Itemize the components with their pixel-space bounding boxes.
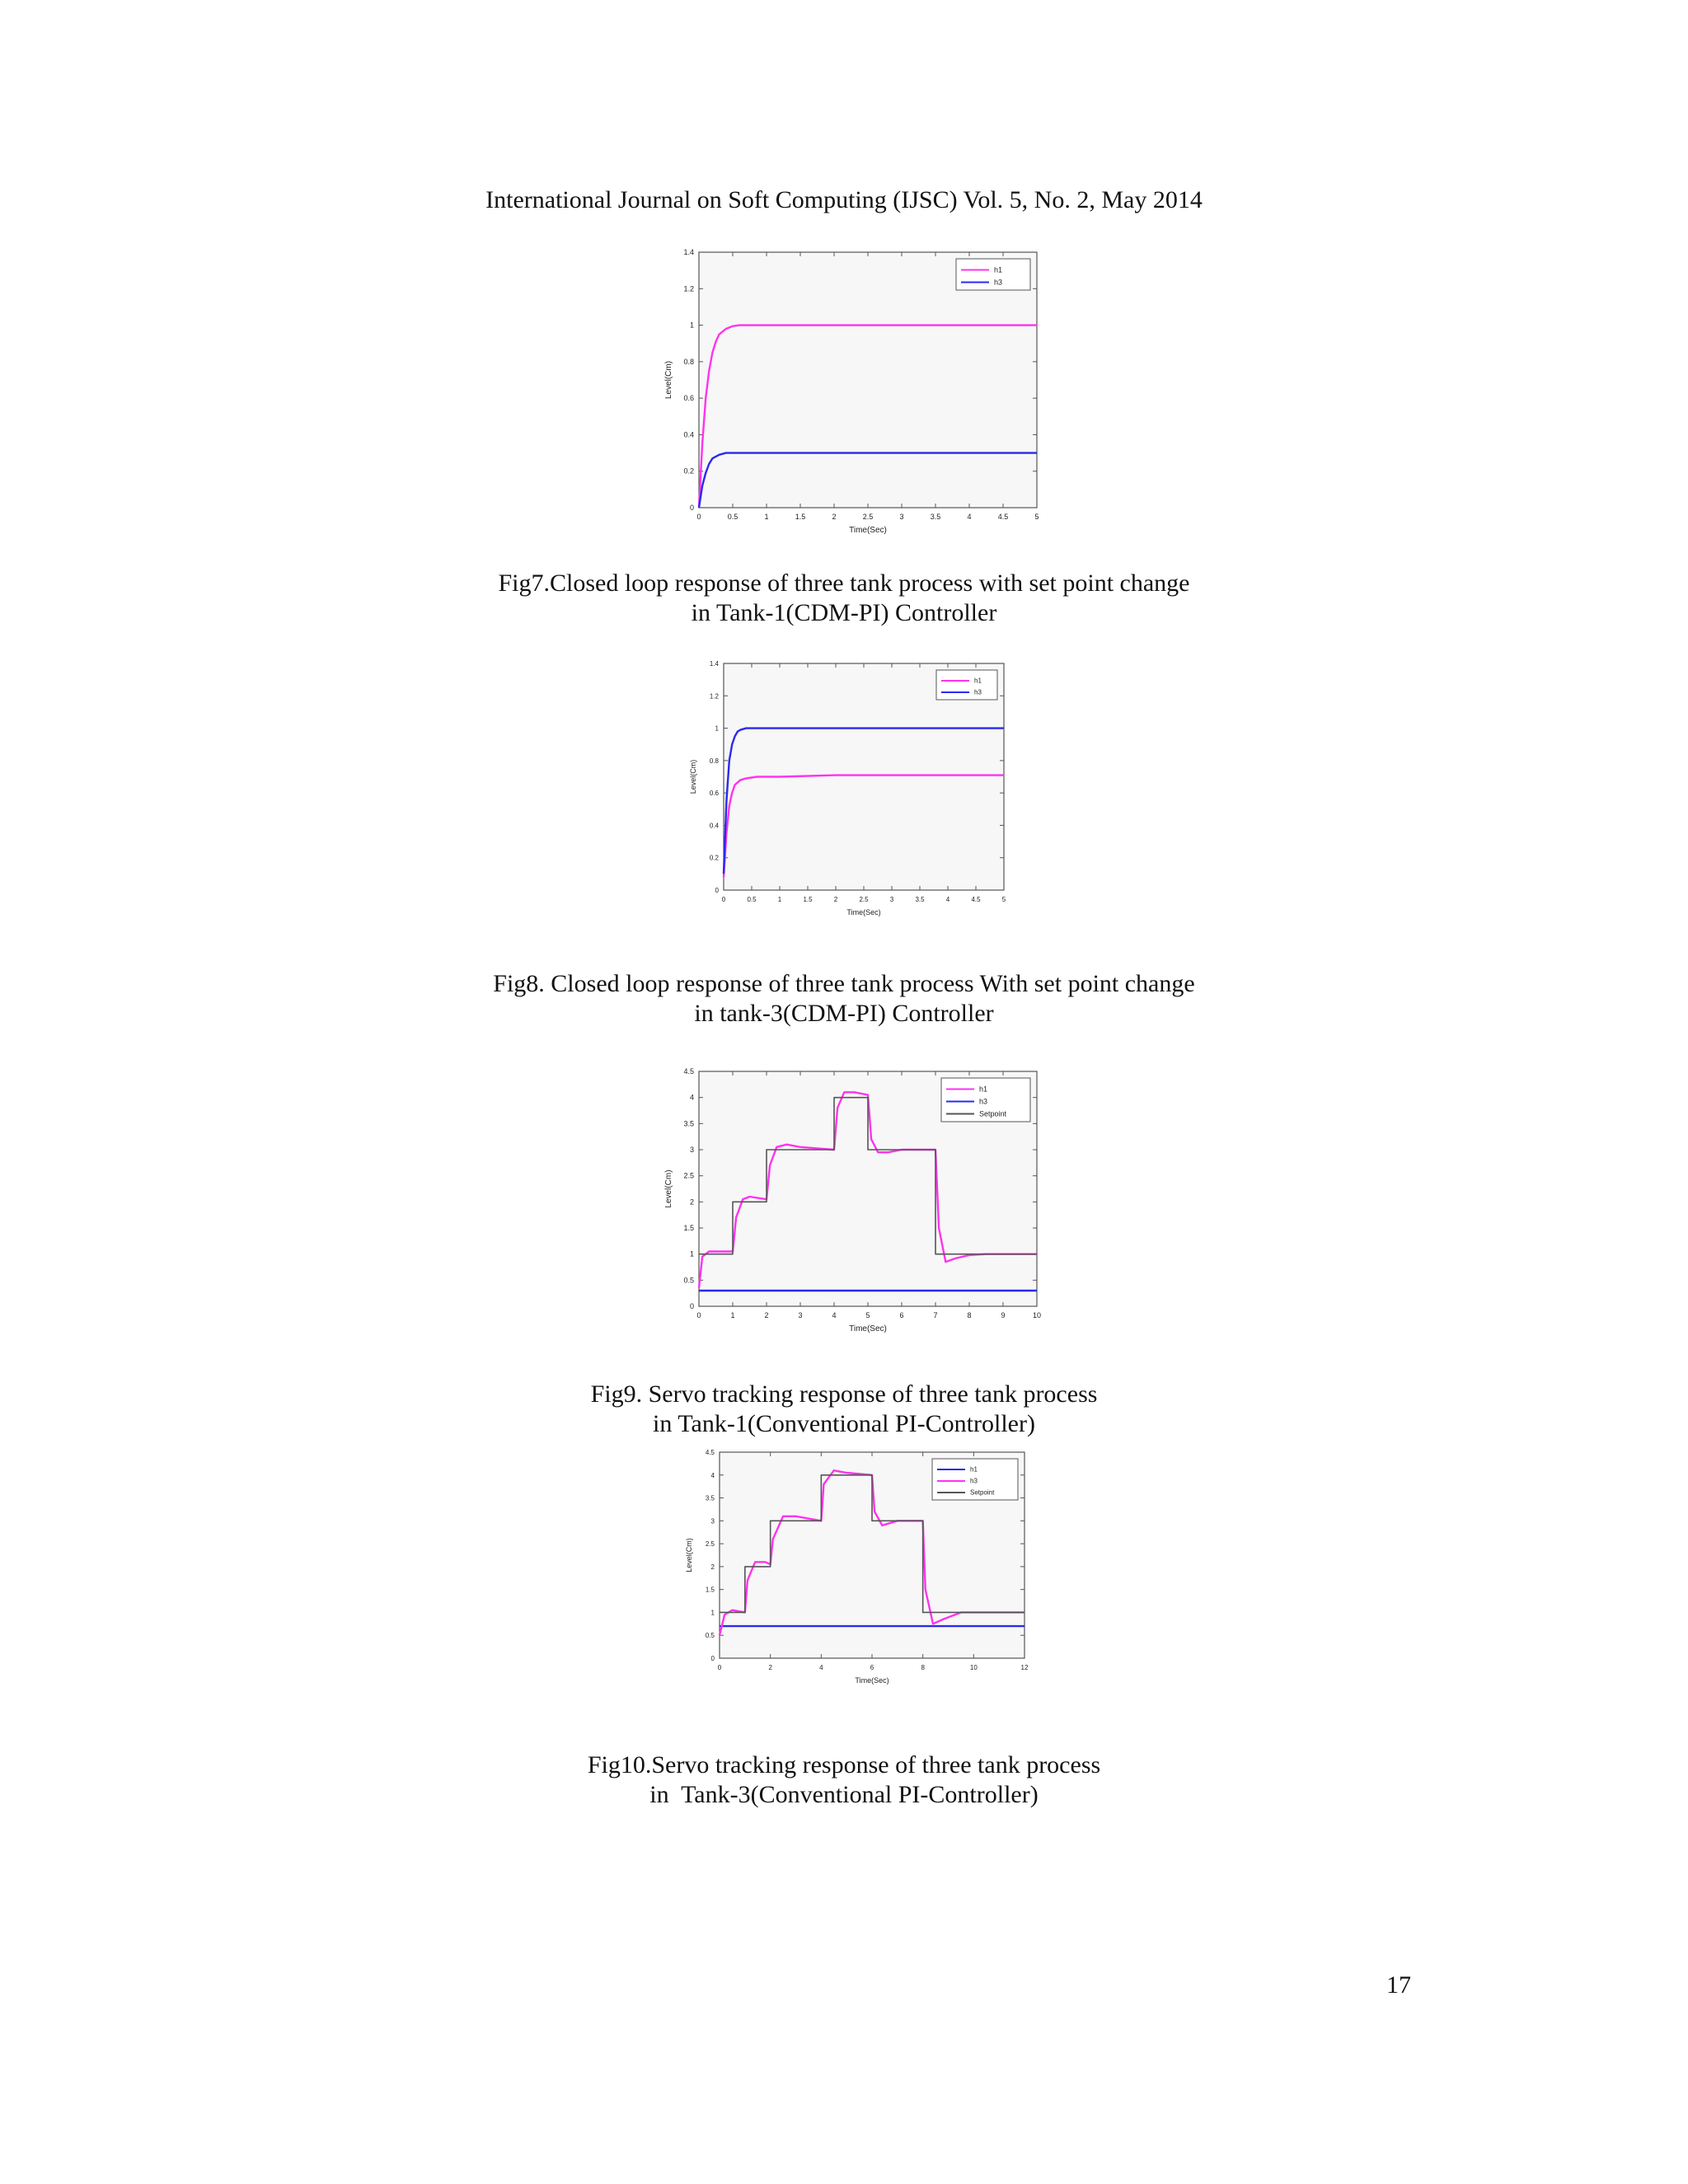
fig9-caption-line1: Fig9. Servo tracking response of three tank process xyxy=(590,1380,1098,1408)
x-tick-label: 2.5 xyxy=(862,513,874,521)
y-tick-label: 2.5 xyxy=(705,1540,715,1549)
y-tick-label: 0.4 xyxy=(683,430,694,439)
x-tick-label: 8 xyxy=(967,1311,972,1319)
y-tick-label: 0 xyxy=(710,1655,715,1662)
x-axis-label: Time(Sec) xyxy=(846,908,881,916)
y-tick-label: 1.2 xyxy=(709,692,719,701)
x-tick-label: 0.5 xyxy=(727,513,738,521)
legend-box xyxy=(936,670,997,700)
fig10-chart xyxy=(680,1444,1034,1699)
fig9-caption xyxy=(0,1380,1688,1439)
x-tick-label: 2.5 xyxy=(859,896,869,903)
x-tick-label: 2 xyxy=(764,1311,769,1319)
x-tick-label: 0 xyxy=(696,1311,701,1319)
x-tick-label: 3.5 xyxy=(930,513,941,521)
x-tick-label: 1.5 xyxy=(803,896,813,903)
fig8-chart xyxy=(684,655,1014,931)
legend-label: Setpoint xyxy=(970,1488,995,1497)
y-tick-label: 1.4 xyxy=(683,248,694,256)
fig10-caption xyxy=(0,1750,1688,1810)
y-tick-label: 0.2 xyxy=(709,854,719,862)
x-tick-label: 6 xyxy=(899,1311,904,1319)
fig9-chart xyxy=(659,1063,1047,1347)
x-tick-label: 4 xyxy=(967,513,972,521)
fig7-chart xyxy=(659,244,1047,549)
y-tick-label: 3 xyxy=(710,1517,715,1526)
y-tick-label: 2 xyxy=(689,1197,694,1207)
y-tick-label: 1.5 xyxy=(705,1586,715,1594)
x-tick-label: 10 xyxy=(969,1664,978,1671)
y-tick-label: 4.5 xyxy=(705,1449,715,1456)
fig7-caption-line2: in Tank-1(CDM-PI) Controller xyxy=(691,599,997,626)
x-tick-label: 5 xyxy=(865,1311,870,1319)
y-tick-label: 3.5 xyxy=(683,1119,694,1128)
x-tick-label: 2 xyxy=(833,896,838,903)
legend-label: h1 xyxy=(994,265,1003,274)
x-tick-label: 10 xyxy=(1032,1311,1042,1319)
y-tick-label: 4.5 xyxy=(683,1067,694,1076)
y-tick-label: 0 xyxy=(689,1302,694,1310)
x-tick-label: 1.5 xyxy=(795,513,806,521)
y-axis-label: Level(Cm) xyxy=(685,1538,693,1572)
y-tick-label: 1 xyxy=(710,1609,715,1617)
x-tick-label: 8 xyxy=(921,1664,925,1671)
y-tick-label: 1 xyxy=(689,1249,694,1258)
fig10-caption-line2: in Tank-3(Conventional PI-Controller) xyxy=(649,1781,1039,1808)
legend-label: h3 xyxy=(974,688,982,696)
y-tick-label: 0 xyxy=(715,887,719,894)
x-tick-label: 1 xyxy=(777,896,782,903)
x-tick-label: 4.5 xyxy=(997,513,1009,521)
x-tick-label: 9 xyxy=(1001,1311,1006,1319)
x-tick-label: 6 xyxy=(870,1664,874,1671)
y-tick-label: 4 xyxy=(689,1093,694,1102)
x-tick-label: 0 xyxy=(721,896,726,903)
fig9-caption-line2: in Tank-1(Conventional PI-Controller) xyxy=(653,1410,1035,1437)
y-tick-label: 1.5 xyxy=(683,1224,694,1232)
x-tick-label: 5 xyxy=(1001,896,1006,903)
y-tick-label: 3 xyxy=(689,1146,694,1154)
legend-label: h1 xyxy=(974,677,982,685)
y-tick-label: 0.6 xyxy=(709,790,719,798)
y-tick-label: 0.8 xyxy=(683,357,694,366)
x-tick-label: 3 xyxy=(889,896,894,903)
x-axis-label: Time(Sec) xyxy=(855,1676,889,1685)
x-tick-label: 12 xyxy=(1020,1664,1029,1671)
x-tick-label: 0 xyxy=(717,1664,722,1671)
y-tick-label: 3.5 xyxy=(705,1494,715,1502)
x-tick-label: 0.5 xyxy=(747,896,757,903)
y-axis-label: Level(Cm) xyxy=(689,759,697,794)
legend-label: h1 xyxy=(979,1085,988,1094)
y-tick-label: 0 xyxy=(689,504,694,512)
x-tick-label: 3 xyxy=(798,1311,803,1319)
x-tick-label: 3.5 xyxy=(915,896,925,903)
x-tick-label: 1 xyxy=(730,1311,735,1319)
legend-box xyxy=(956,259,1030,290)
y-axis-label: Level(Cm) xyxy=(664,1169,673,1208)
y-tick-label: 1.4 xyxy=(709,660,719,668)
x-tick-label: 4.5 xyxy=(971,896,981,903)
y-tick-label: 0.4 xyxy=(709,822,719,830)
y-axis-label: Level(Cm) xyxy=(664,360,673,400)
y-tick-label: 0.5 xyxy=(683,1276,694,1285)
x-axis-label: Time(Sec) xyxy=(849,1324,887,1333)
x-tick-label: 2 xyxy=(832,513,837,521)
x-tick-label: 2 xyxy=(768,1664,772,1671)
fig10-caption-line1: Fig10.Servo tracking response of three tank process xyxy=(587,1751,1101,1779)
legend-label: Setpoint xyxy=(979,1109,1007,1118)
x-tick-label: 4 xyxy=(819,1664,823,1671)
fig8-caption-line1: Fig8. Closed loop response of three tank process With set point change xyxy=(493,970,1195,997)
fig7-caption-line1: Fig7.Closed loop response of three tank process with set point change xyxy=(498,569,1190,597)
x-tick-label: 3 xyxy=(899,513,904,521)
journal-header: International Journal on Soft Computing (IJSC) Vol. 5, No. 2, May 2014 xyxy=(485,186,1203,213)
y-tick-label: 0.2 xyxy=(683,466,694,476)
y-tick-label: 1 xyxy=(689,321,694,330)
fig7-caption xyxy=(0,569,1688,628)
y-tick-label: 0.8 xyxy=(709,757,719,765)
y-tick-label: 0.6 xyxy=(683,394,694,403)
y-tick-label: 1.2 xyxy=(683,284,694,293)
x-tick-label: 4 xyxy=(832,1311,837,1319)
x-tick-label: 7 xyxy=(933,1311,938,1319)
x-tick-label: 4 xyxy=(945,896,950,903)
x-axis-label: Time(Sec) xyxy=(849,526,887,535)
legend-label: h1 xyxy=(970,1465,978,1474)
legend-label: h3 xyxy=(970,1477,978,1485)
page-number: 17 xyxy=(1386,1971,1411,1999)
fig8-caption-line2: in tank-3(CDM-PI) Controller xyxy=(694,1000,994,1027)
fig8-caption xyxy=(0,969,1688,1029)
x-tick-label: 0 xyxy=(696,513,701,521)
y-tick-label: 0.5 xyxy=(705,1632,715,1640)
y-tick-label: 1 xyxy=(715,724,719,733)
x-tick-label: 5 xyxy=(1034,513,1039,521)
legend-label: h3 xyxy=(979,1097,988,1106)
y-tick-label: 2.5 xyxy=(683,1171,694,1180)
y-tick-label: 2 xyxy=(710,1563,715,1571)
y-tick-label: 4 xyxy=(710,1471,715,1479)
legend-label: h3 xyxy=(994,278,1003,287)
x-tick-label: 1 xyxy=(764,513,769,521)
